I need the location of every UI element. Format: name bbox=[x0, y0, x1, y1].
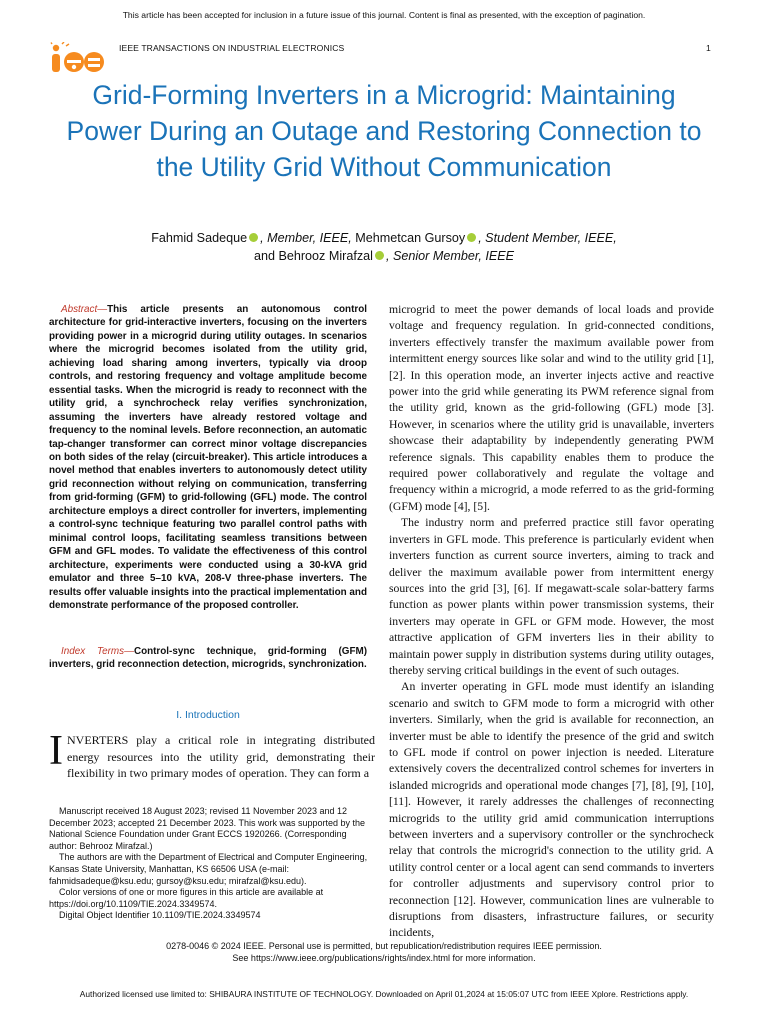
ies-logo bbox=[48, 42, 104, 74]
section-heading-introduction: I. Introduction bbox=[176, 709, 240, 721]
body-paragraph: microgrid to meet the power demands of local loads and provide voltage and frequency regulation. In grid-connected conditions, inverters effectively transfer the maximum available power from intermittent energy sources like solar and wind to the utility grid [1], [2]. In this operation mode, an inverter injects active and reactive power into the grid while generating its PWM reference signal from the utility grid, known as the grid-following (GFL) mode [3]. However, in scenarios where the utility grid is unavailable, inverters showcase their adaptability by independently generating PWM reference signals. This capability enables them to produce the required power collaboratively and regulate the voltage and frequency within a microgrid, a mode referred to as the grid-forming (GFM) mode [4], [5]. bbox=[389, 303, 714, 513]
introduction-paragraph bbox=[49, 728, 375, 782]
article-title: Grid-Forming Inverters in a Microgrid: Maintaining Power During an Outage and Restoring Connection to the Utility Grid Without Communication bbox=[66, 80, 702, 182]
orcid-icon[interactable] bbox=[375, 251, 384, 260]
footnote-doi: Digital Object Identifier 10.1109/TIE.2024.3349574 bbox=[59, 910, 261, 921]
index-terms-label: Index Terms— bbox=[61, 646, 134, 657]
author-list bbox=[90, 229, 678, 265]
body-paragraph: An inverter operating in GFL mode must identify an islanding scenario and switch to GFM mode to form a microgrid with other inverters. Similarly, when the grid is available for reconnection, an inverter must be able to identify the presence of the grid and switch to GFL mode if control on power injection is needed. Literature extensively covers the decentralized control schemes for inverters in islanded microgrids and operational mode changes [7], [8], [9], [10], [11]. However, it rarely addresses the challenges of reconnecting microgrids to the utility grid amid communication interruptions between inverters and a supervisory controller or the synchrocheck relay that controls the microgrid's connection to the utility grid. A utility control center or a local agent can send commands to inverters for controller adjustments and supervisory control prior to reconnection [12]. However, communication lines are vulnerable to disruptions from disasters, infrastructure failures, or security incidents, bbox=[389, 680, 714, 940]
right-column-body bbox=[389, 302, 714, 942]
copyright-line: 0278-0046 © 2024 IEEE. Personal use is permitted, but republication/redistribution requires IEEE permission. bbox=[166, 941, 602, 951]
footnote-received: Manuscript received 18 August 2023; revised 11 November 2023 and 12 December 2023; accepted 21 December 2023. This work was supported by the National Science Foundation under Grant ECCS 1920266. (Corresponding author: Behrooz Mirafzal.) bbox=[49, 806, 366, 851]
page-number: 1 bbox=[706, 43, 711, 53]
author-affiliation: , Student Member, IEEE, bbox=[478, 231, 617, 245]
author-name: and Behrooz Mirafzal bbox=[253, 249, 373, 263]
abstract-label: Abstract— bbox=[61, 304, 108, 315]
manuscript-footnote bbox=[49, 806, 375, 922]
copyright-notice bbox=[0, 940, 768, 964]
rights-link[interactable]: See https://www.ieee.org/publications/rights/index.html for more information. bbox=[232, 953, 536, 963]
index-terms bbox=[49, 645, 367, 672]
orcid-icon[interactable] bbox=[249, 233, 258, 242]
footnote-color-versions: Color versions of one or more figures in this article are available at https://doi.org/10.1109/TIE.2024.3349574. bbox=[49, 887, 324, 909]
license-notice: Authorized licensed use limited to: SHIBAURA INSTITUTE OF TECHNOLOGY. Downloaded on April 01,2024 at 15:05:07 UTC from IEEE Xplore. Restrictions apply. bbox=[79, 989, 689, 999]
footnote-affiliation: The authors are with the Department of Electrical and Computer Engineering, Kansas State University, Manhattan, KS 66506 USA (e-mail: fahmidsadeque@ksu.edu; gursoy@ksu.edu; mirafzal@ksu.edu). bbox=[49, 852, 368, 886]
abstract-text: This article presents an autonomous control architecture for grid-interactive inverters, focusing on the inverters providing power in a microgrid during utility outages. In scenarios where the microgrid becomes isolated from the utility grid, achieving load sharing among inverters, typically via droop controls, and restoring frequency and voltage amplitude become essential tasks. When the microgrid is ready to reconnect with the utility grid, a synchrocheck relay verifies synchronization, assuming the inverters have already restored voltage and frequency to the nominal levels. Before reconnection, an automatic tap-changer transformer can correct minor voltage discrepancies on both sides of the relay (circuit-breaker). This article introduces a novel method that enables inverters to autonomously detect utility grid reconnection without relying on communication, transferring from grid-forming (GFM) to grid-following (GFL) mode. The control architecture employs a direct controller for inverters, implementing a control-sync technique featuring two parallel control paths with minimal control loops, facilitating seamless transitions between GFM and GFL modes. To validate the effectiveness of this control architecture, experiments were conducted using a 30-kVA grid emulator and three 5–10 kVA, 208-V three-phase inverters. The results offer valuable insights into the practical implementation and demonstrate performance of the proposed controller. bbox=[49, 304, 367, 611]
abstract bbox=[49, 303, 367, 612]
orcid-icon[interactable] bbox=[467, 233, 476, 242]
acceptance-notice: This article has been accepted for inclusion in a future issue of this journal. Content is final as presented, with the exception of pagination. bbox=[122, 10, 646, 20]
drop-cap: I bbox=[49, 728, 63, 774]
author-name: Mehmetcan Gursoy bbox=[351, 231, 466, 245]
intro-text: NVERTERS play a critical role in integrating distributed energy resources into the utility grid, demonstrating their flexibility in two primary modes of operation. They can form a bbox=[67, 733, 375, 780]
author-name: Fahmid Sadeque bbox=[151, 231, 248, 245]
author-affiliation: , Senior Member, IEEE bbox=[385, 249, 515, 263]
author-affiliation: , Member, IEEE, bbox=[260, 231, 352, 245]
body-paragraph: The industry norm and preferred practice still favor operating inverters in GFL mode. This preference is particularly evident when inverters function as current source inverters, aiming to track and deliver the maximum available power from intermittent energy sources into the grid [3], [6]. If megawatt-scale solar-battery farms function as power plants within power transmission systems, their inverters may operate in GFL or GFM mode. However, the most attractive application of GFM inverters lies in their ability to maintain power supply in distribution systems during utility outages, thereby serving critical buildings in the event of such outages. bbox=[389, 516, 714, 677]
journal-name: IEEE TRANSACTIONS ON INDUSTRIAL ELECTRONICS bbox=[119, 43, 345, 53]
index-terms-text: Control-sync technique, grid-forming (GFM) inverters, grid reconnection detection, microgrids, synchronization. bbox=[49, 646, 367, 671]
